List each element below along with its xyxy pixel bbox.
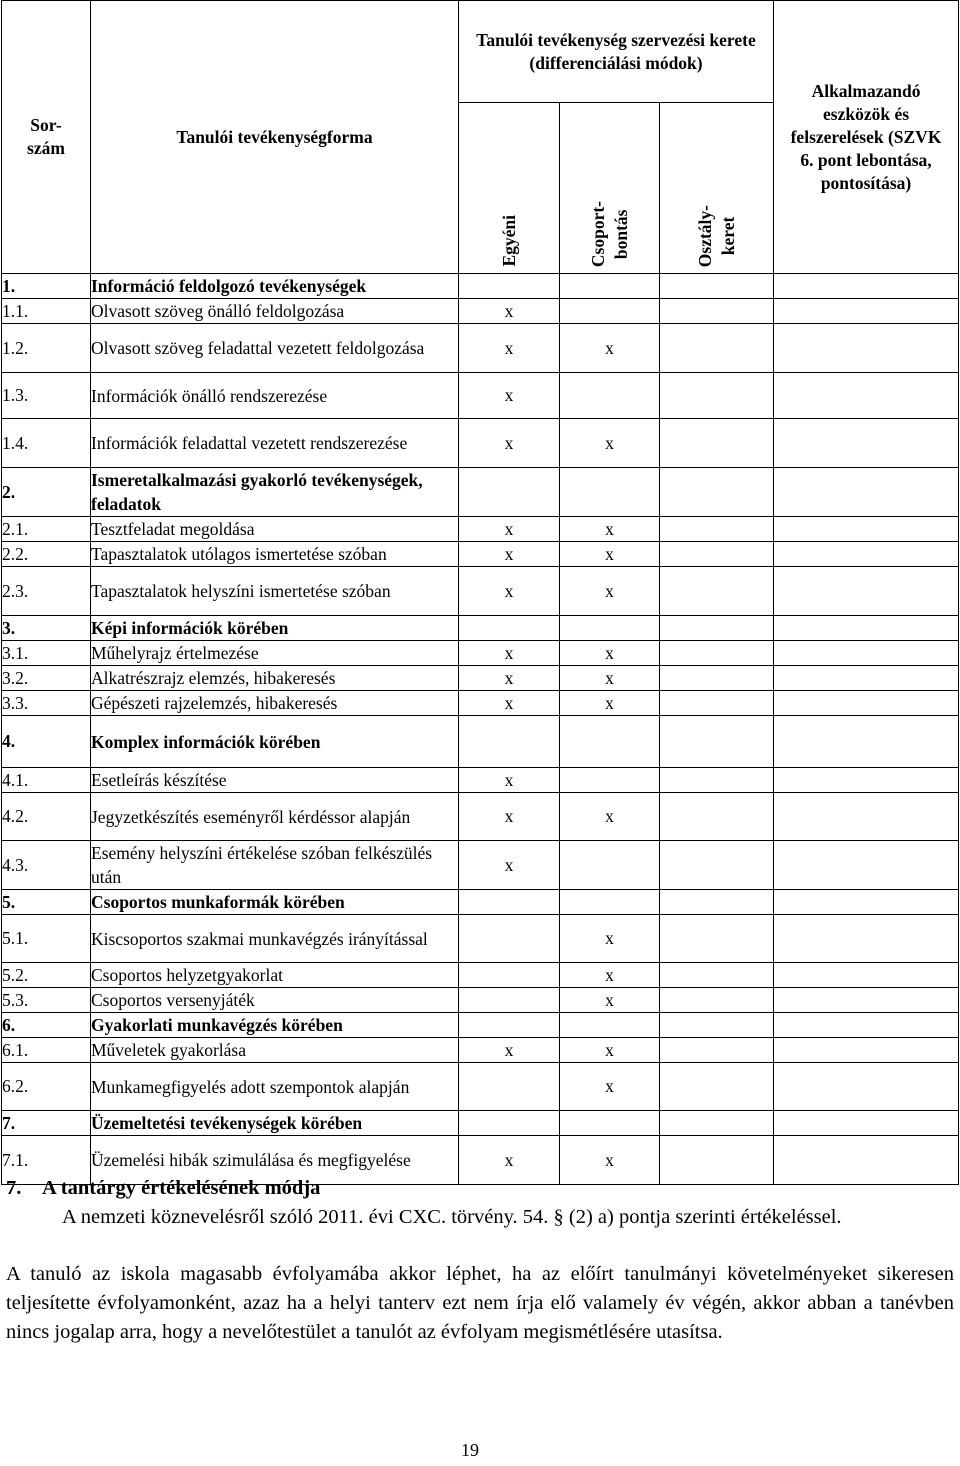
- row-number: 4.1.: [2, 768, 91, 793]
- row-activity: Tapasztalatok helyszíni ismertetése szóban: [91, 567, 459, 616]
- row-egyeni-mark: [459, 890, 560, 915]
- row-activity: Tesztfeladat megoldása: [91, 517, 459, 542]
- row-osztaly-mark: [660, 793, 774, 841]
- row-eszkozok: [774, 716, 959, 768]
- row-egyeni-mark: x: [459, 768, 560, 793]
- row-number: 7.1.: [2, 1136, 91, 1185]
- row-egyeni-mark: x: [459, 691, 560, 716]
- row-csoport-mark: x: [560, 1136, 660, 1185]
- row-csoport-mark: x: [560, 1038, 660, 1063]
- table-row: [2, 1013, 959, 1038]
- row-number: 1.4.: [2, 419, 91, 468]
- header-row: [2, 1, 959, 103]
- row-osztaly-mark: [660, 666, 774, 691]
- row-eszkozok: [774, 890, 959, 915]
- row-activity: Ismeretalkalmazási gyakorló tevékenységek, feladatok: [91, 468, 459, 517]
- row-number: 3.1.: [2, 641, 91, 666]
- row-number: 1.1.: [2, 299, 91, 324]
- header-sorszam: Sor- szám: [2, 1, 91, 274]
- row-activity: Információk feladattal vezetett rendszerezése: [91, 419, 459, 468]
- table-row: [2, 1038, 959, 1063]
- row-number: 5.2.: [2, 963, 91, 988]
- activity-table: [1, 0, 959, 1185]
- header-eszkozok: Alkalmazandó eszközök és felszerelések (SZVK 6. pont lebontása, pontosítása): [774, 1, 959, 274]
- row-eszkozok: [774, 542, 959, 567]
- row-number: 1.: [2, 274, 91, 299]
- table-row: [2, 468, 959, 517]
- row-osztaly-mark: [660, 841, 774, 890]
- row-osztaly-mark: [660, 641, 774, 666]
- row-number: 4.3.: [2, 841, 91, 890]
- table-row: [2, 324, 959, 373]
- row-number: 4.2.: [2, 793, 91, 841]
- row-egyeni-mark: x: [459, 542, 560, 567]
- row-osztaly-mark: [660, 567, 774, 616]
- row-activity: Üzemelési hibák szimulálása és megfigyelése: [91, 1136, 459, 1185]
- row-eszkozok: [774, 616, 959, 641]
- table-row: [2, 542, 959, 567]
- row-eszkozok: [774, 841, 959, 890]
- row-egyeni-mark: [459, 468, 560, 517]
- header-csoportbontas: Csoport- bontás: [560, 103, 660, 274]
- row-csoport-mark: [560, 768, 660, 793]
- row-number: 2.: [2, 468, 91, 517]
- table-row: [2, 666, 959, 691]
- row-activity: Csoportos versenyjáték: [91, 988, 459, 1013]
- row-eszkozok: [774, 915, 959, 963]
- row-osztaly-mark: [660, 1111, 774, 1136]
- row-activity: Üzemeltetési tevékenységek körében: [91, 1111, 459, 1136]
- row-number: 5.: [2, 890, 91, 915]
- row-eszkozok: [774, 274, 959, 299]
- row-activity: Alkatrészrajz elemzés, hibakeresés: [91, 666, 459, 691]
- row-eszkozok: [774, 419, 959, 468]
- row-csoport-mark: [560, 841, 660, 890]
- row-csoport-mark: x: [560, 691, 660, 716]
- row-number: 3.3.: [2, 691, 91, 716]
- row-activity: Csoportos helyzetgyakorlat: [91, 963, 459, 988]
- row-csoport-mark: x: [560, 666, 660, 691]
- row-csoport-mark: [560, 716, 660, 768]
- row-csoport-mark: x: [560, 915, 660, 963]
- row-activity: Olvasott szöveg feladattal vezetett feldolgozása: [91, 324, 459, 373]
- row-activity: Műhelyrajz értelmezése: [91, 641, 459, 666]
- table-row: [2, 641, 959, 666]
- row-egyeni-mark: x: [459, 324, 560, 373]
- row-osztaly-mark: [660, 915, 774, 963]
- table-row: [2, 963, 959, 988]
- row-number: 2.1.: [2, 517, 91, 542]
- row-eszkozok: [774, 666, 959, 691]
- row-number: 2.3.: [2, 567, 91, 616]
- table-row: [2, 616, 959, 641]
- row-csoport-mark: [560, 373, 660, 419]
- row-eszkozok: [774, 793, 959, 841]
- row-csoport-mark: x: [560, 988, 660, 1013]
- row-eszkozok: [774, 468, 959, 517]
- table-row: [2, 793, 959, 841]
- header-osztalykeret: Osztály- keret: [660, 103, 774, 274]
- row-egyeni-mark: x: [459, 841, 560, 890]
- row-csoport-mark: x: [560, 517, 660, 542]
- row-number: 2.2.: [2, 542, 91, 567]
- row-egyeni-mark: [459, 1013, 560, 1038]
- row-egyeni-mark: x: [459, 567, 560, 616]
- row-number: 6.2.: [2, 1063, 91, 1111]
- row-activity: Esetleírás készítése: [91, 768, 459, 793]
- row-number: 4.: [2, 716, 91, 768]
- row-egyeni-mark: x: [459, 1136, 560, 1185]
- table-row: [2, 299, 959, 324]
- row-number: 1.2.: [2, 324, 91, 373]
- row-csoport-mark: [560, 468, 660, 517]
- row-osztaly-mark: [660, 691, 774, 716]
- row-csoport-mark: x: [560, 542, 660, 567]
- table-row: [2, 1063, 959, 1111]
- row-egyeni-mark: [459, 915, 560, 963]
- row-osztaly-mark: [660, 768, 774, 793]
- row-egyeni-mark: x: [459, 517, 560, 542]
- table-row: [2, 274, 959, 299]
- paragraph-2: A tanuló az iskola magasabb évfolyamába akkor léphet, ha az előírt tanulmányi követelményeket sikeresen teljesítette évfolyamonként, azaz ha a helyi tanterv ezt nem írja elő valamely év végén, akkor abban a tanévben nincs jogalap arra, hogy a nevelőtestület a tanulót az évfolyam megismétlésére utasítsa.: [6, 1263, 954, 1343]
- row-osztaly-mark: [660, 324, 774, 373]
- row-csoport-mark: x: [560, 419, 660, 468]
- row-number: 6.1.: [2, 1038, 91, 1063]
- row-osztaly-mark: [660, 988, 774, 1013]
- row-number: 1.3.: [2, 373, 91, 419]
- row-csoport-mark: x: [560, 963, 660, 988]
- section-title: A tantárgy értékelésének módja: [42, 1177, 321, 1199]
- row-eszkozok: [774, 1063, 959, 1111]
- row-activity: Esemény helyszíni értékelése szóban felkészülés után: [91, 841, 459, 890]
- row-csoport-mark: [560, 299, 660, 324]
- row-egyeni-mark: [459, 716, 560, 768]
- row-egyeni-mark: [459, 988, 560, 1013]
- row-activity: Jegyzetkészítés eseményről kérdéssor alapján: [91, 793, 459, 841]
- header-keret: Tanulói tevékenység szervezési kerete (differenciálási módok): [459, 1, 774, 103]
- table-row: [2, 915, 959, 963]
- table-row: [2, 517, 959, 542]
- row-osztaly-mark: [660, 616, 774, 641]
- row-eszkozok: [774, 1038, 959, 1063]
- paragraph-1: A nemzeti köznevelésről szóló 2011. évi CXC. törvény. 54. § (2) a) pontja szerinti értékeléssel.: [62, 1206, 842, 1228]
- row-egyeni-mark: x: [459, 666, 560, 691]
- row-activity: Műveletek gyakorlása: [91, 1038, 459, 1063]
- table-row: [2, 890, 959, 915]
- row-csoport-mark: [560, 274, 660, 299]
- table-row: [2, 988, 959, 1013]
- row-osztaly-mark: [660, 1038, 774, 1063]
- row-egyeni-mark: x: [459, 641, 560, 666]
- row-csoport-mark: x: [560, 1063, 660, 1111]
- row-activity: Csoportos munkaformák körében: [91, 890, 459, 915]
- row-number: 5.1.: [2, 915, 91, 963]
- row-number: 3.: [2, 616, 91, 641]
- row-egyeni-mark: x: [459, 299, 560, 324]
- row-eszkozok: [774, 373, 959, 419]
- row-eszkozok: [774, 324, 959, 373]
- row-activity: Gyakorlati munkavégzés körében: [91, 1013, 459, 1038]
- row-csoport-mark: x: [560, 641, 660, 666]
- row-osztaly-mark: [660, 1013, 774, 1038]
- row-csoport-mark: [560, 1013, 660, 1038]
- row-activity: Információk önálló rendszerezése: [91, 373, 459, 419]
- section-number: 7.: [6, 1177, 22, 1199]
- row-csoport-mark: x: [560, 324, 660, 373]
- section-heading: [6, 1174, 954, 1203]
- row-activity: Gépészeti rajzelemzés, hibakeresés: [91, 691, 459, 716]
- row-csoport-mark: x: [560, 567, 660, 616]
- row-egyeni-mark: x: [459, 1038, 560, 1063]
- page-number: 19: [461, 1440, 479, 1460]
- table-row: [2, 1111, 959, 1136]
- table-row: [2, 567, 959, 616]
- row-osztaly-mark: [660, 517, 774, 542]
- table-row: [2, 373, 959, 419]
- row-number: 3.2.: [2, 666, 91, 691]
- row-eszkozok: [774, 517, 959, 542]
- table-row: [2, 841, 959, 890]
- row-osztaly-mark: [660, 963, 774, 988]
- row-egyeni-mark: [459, 1111, 560, 1136]
- row-egyeni-mark: x: [459, 793, 560, 841]
- row-activity: Munkamegfigyelés adott szempontok alapján: [91, 1063, 459, 1111]
- table-row: [2, 768, 959, 793]
- row-egyeni-mark: x: [459, 373, 560, 419]
- row-osztaly-mark: [660, 890, 774, 915]
- row-eszkozok: [774, 641, 959, 666]
- row-osztaly-mark: [660, 1063, 774, 1111]
- row-number: 5.3.: [2, 988, 91, 1013]
- table-row: [2, 691, 959, 716]
- row-activity: Információ feldolgozó tevékenységek: [91, 274, 459, 299]
- row-osztaly-mark: [660, 373, 774, 419]
- header-forma: Tanulói tevékenységforma: [91, 1, 459, 274]
- table-row: [2, 419, 959, 468]
- row-osztaly-mark: [660, 299, 774, 324]
- row-osztaly-mark: [660, 468, 774, 517]
- row-egyeni-mark: [459, 616, 560, 641]
- row-egyeni-mark: x: [459, 419, 560, 468]
- row-activity: Kiscsoportos szakmai munkavégzés irányítással: [91, 915, 459, 963]
- row-eszkozok: [774, 963, 959, 988]
- row-eszkozok: [774, 768, 959, 793]
- table-row: [2, 716, 959, 768]
- row-osztaly-mark: [660, 716, 774, 768]
- row-eszkozok: [774, 1111, 959, 1136]
- row-eszkozok: [774, 691, 959, 716]
- row-egyeni-mark: [459, 274, 560, 299]
- row-eszkozok: [774, 567, 959, 616]
- row-egyeni-mark: [459, 963, 560, 988]
- row-activity: Képi információk körében: [91, 616, 459, 641]
- row-osztaly-mark: [660, 274, 774, 299]
- row-eszkozok: [774, 1013, 959, 1038]
- row-csoport-mark: [560, 616, 660, 641]
- row-csoport-mark: x: [560, 793, 660, 841]
- row-csoport-mark: [560, 1111, 660, 1136]
- row-activity: Komplex információk körében: [91, 716, 459, 768]
- row-activity: Olvasott szöveg önálló feldolgozása: [91, 299, 459, 324]
- row-activity: Tapasztalatok utólagos ismertetése szóban: [91, 542, 459, 567]
- row-eszkozok: [774, 299, 959, 324]
- row-egyeni-mark: [459, 1063, 560, 1111]
- row-number: 6.: [2, 1013, 91, 1038]
- row-eszkozok: [774, 988, 959, 1013]
- row-number: 7.: [2, 1111, 91, 1136]
- row-osztaly-mark: [660, 542, 774, 567]
- header-egyeni: Egyéni: [459, 103, 560, 274]
- row-csoport-mark: [560, 890, 660, 915]
- row-osztaly-mark: [660, 419, 774, 468]
